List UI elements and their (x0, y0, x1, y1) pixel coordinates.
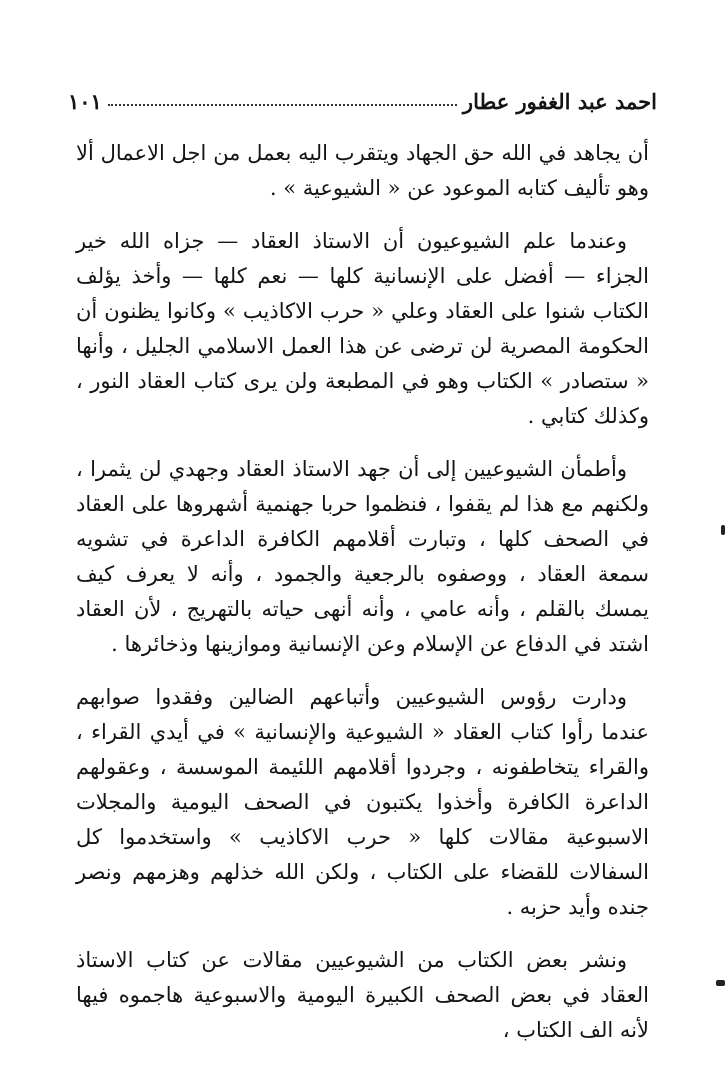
body-text (76, 136, 649, 1066)
paragraph: ونشر بعض الكتاب من الشيوعيين مقالات عن كتاب الاستاذ العقاد في بعض الصحف الكبيرة اليومية والاسبوعية هاجموه فيها لأنه الف الكتاب ، (76, 948, 649, 1042)
paragraph: وعندما علم الشيوعيون أن الاستاذ العقاد — جزاه الله خير الجزاء — أفضل على الإنسانية كلها — نعم كلها — وأخذ يؤلف الكتاب شنوا على العقاد وعلي « حرب الاكاذيب » وكانوا يظنون أن الحكومة المصرية لن ترضى عن هذا العمل الاسلامي الجليل ، وأنها « ستصادر » الكتاب وهو في المطبعة ولن يرى كتاب العقاد النور ، وكذلك كتابي . (76, 229, 649, 428)
scan-margin-mark (716, 980, 725, 986)
scan-margin-mark (721, 525, 725, 535)
header-leader-dots (108, 104, 457, 106)
running-title: احمد عبد الغفور عطار (462, 88, 657, 114)
paragraph: وأطمأن الشيوعيين إلى أن جهد الاستاذ العقاد وجهدي لن يثمرا ، ولكنهم مع هذا لم يقفوا ، فنظموا حربا جهنمية أشهروها على العقاد في الصحف كلها ، وتبارت أقلامهم الكافرة الداعرة في تشويه سمعة العقاد ، ووصفوه بالرجعية والجمود ، وأنه لا يعرف كيف يمسك بالقلم ، وأنه عامي ، وأنه أنهى حياته بالتهريج ، لأن العقاد اشتد في الدفاع عن الإسلام وعن الإنسانية وموازينها وذخائرها . (76, 457, 649, 656)
paragraph: ودارت رؤوس الشيوعيين وأتباعهم الضالين وفقدوا صوابهم عندما رأوا كتاب العقاد « الشيوعية والإنسانية » في أيدي القراء ، والقراء يتخاطفونه ، وجردوا أقلامهم اللئيمة الموسسة ، وعقولهم الداعرة الكافرة وأخذوا يكتبون في الصحف اليومية والمجلات الاسبوعية مقالات كلها « حرب الاكاذيب » واستخدموا كل السفالات للقضاء على الكتاب ، ولكن الله خذلهم وهزمهم ونصر جنده وأيد حزبه . (76, 685, 649, 919)
paragraph: أن يجاهد في الله حق الجهاد ويتقرب اليه بعمل من اجل الاعمال ألا وهو تأليف كتابه الموعود عن « الشيوعية » . (76, 141, 649, 200)
page-header (68, 86, 657, 116)
page-number: ١٠١ (68, 88, 102, 114)
